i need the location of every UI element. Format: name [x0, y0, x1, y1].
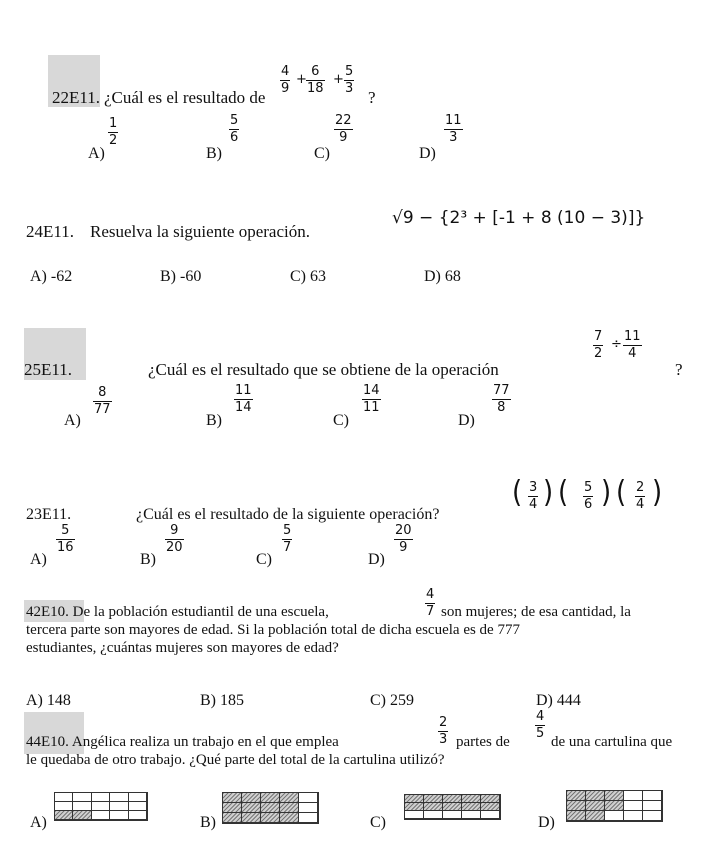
q44-line-2: le quedaba de otro trabajo. ¿Qué parte del total de la cartulina utilizó? — [26, 752, 445, 768]
q25-expr-frac-1: 7 2 — [594, 329, 603, 361]
q23-bracket-right-2: ) — [601, 475, 612, 511]
q25-divide: ÷ — [611, 337, 622, 352]
q25-expr-frac-2: 11 4 — [624, 329, 641, 361]
q25-option-a-label[interactable]: A) — [64, 412, 81, 429]
q22-option-c-label[interactable]: C) — [314, 145, 330, 162]
q42-option-b[interactable]: B) 185 — [200, 692, 244, 709]
q24-option-c[interactable]: C) 63 — [290, 268, 326, 285]
q42-line-1-end: son mujeres; de esa cantidad, la — [441, 604, 631, 620]
q22-text: ¿Cuál es el resultado de — [104, 88, 266, 107]
q42-option-a[interactable]: A) 148 — [26, 692, 71, 709]
q42-option-c[interactable]: C) 259 — [370, 692, 414, 709]
q23-bracket-left-3: ( — [616, 475, 627, 511]
q22-option-c-frac[interactable]: 22 9 — [335, 113, 352, 145]
q22-option-d-label[interactable]: D) — [419, 145, 436, 162]
q44-option-c-diagram[interactable] — [404, 794, 501, 820]
q25-text: ¿Cuál es el resultado que se obtiene de la operación — [148, 360, 499, 379]
q25-id: 25E11. — [24, 360, 73, 379]
q44-line-1-middle: partes de — [456, 734, 510, 750]
q25-option-c-frac[interactable]: 14 11 — [363, 383, 380, 415]
q42-line-2: tercera parte son mayores de edad. Si la población total de dicha escuela es de 777 — [26, 622, 520, 638]
q23-expr-frac-3: 2 4 — [636, 480, 645, 512]
q24-id: 24E11. — [26, 222, 75, 241]
q23-id: 23E11. — [26, 506, 72, 523]
q23-bracket-right-1: ) — [543, 475, 554, 511]
q23-option-d-label[interactable]: D) — [368, 551, 385, 568]
q22-option-b-label[interactable]: B) — [206, 145, 222, 162]
q42-option-d[interactable]: D) 444 — [536, 692, 581, 709]
q25-question-mark: ? — [675, 360, 683, 379]
q44-option-b-label[interactable]: B) — [200, 814, 216, 831]
q23-option-a-label[interactable]: A) — [30, 551, 47, 568]
q22-expr-frac-3: 5 3 — [345, 64, 354, 96]
q25-option-d-label[interactable]: D) — [458, 412, 475, 429]
q44-option-d-diagram[interactable] — [566, 790, 663, 822]
q25-option-b-label[interactable]: B) — [206, 412, 222, 429]
q25-option-a-frac[interactable]: 8 77 — [94, 385, 111, 417]
q44-line-1: 44E10. Angélica realiza un trabajo en el que emplea — [26, 734, 339, 750]
q24-option-b[interactable]: B) -60 — [160, 268, 202, 285]
q44-fraction-1: 2 3 — [439, 715, 448, 747]
q22-option-a-frac[interactable]: 1 2 — [109, 116, 118, 148]
q22-option-b-frac[interactable]: 5 6 — [230, 113, 239, 145]
q23-option-d-frac[interactable]: 20 9 — [395, 523, 412, 555]
q24-option-a[interactable]: A) -62 — [30, 268, 73, 285]
q44-fraction-2: 4 5 — [536, 709, 545, 741]
q23-option-b-frac[interactable]: 9 20 — [166, 523, 183, 555]
q22-expr-frac-2: 6 18 — [307, 64, 324, 96]
q22-expr-frac-1: 4 9 — [281, 64, 290, 96]
q23-option-a-frac[interactable]: 5 16 — [57, 523, 74, 555]
q23-text: ¿Cuál es el resultado de la siguiente operación? — [136, 506, 440, 523]
q42-line-1: 42E10. De la población estudiantil de una escuela, — [26, 604, 329, 620]
q44-option-c-label[interactable]: C) — [370, 814, 386, 831]
q25-option-c-label[interactable]: C) — [333, 412, 349, 429]
q23-option-b-label[interactable]: B) — [140, 551, 156, 568]
q44-option-a-label[interactable]: A) — [30, 814, 47, 831]
q22-id: 22E11. — [52, 88, 101, 107]
q24-option-d[interactable]: D) 68 — [424, 268, 461, 285]
q22-option-d-frac[interactable]: 11 3 — [445, 113, 462, 145]
q23-option-c-frac[interactable]: 5 7 — [283, 523, 292, 555]
q23-bracket-left-2: ( — [558, 475, 569, 511]
q44-line-1-end: de una cartulina que — [551, 734, 673, 750]
q22-plus-2: + — [333, 72, 344, 87]
q23-option-c-label[interactable]: C) — [256, 551, 272, 568]
q42-fraction: 4 7 — [426, 587, 435, 619]
q22-plus-1: + — [296, 72, 307, 87]
q44-option-b-diagram[interactable] — [222, 792, 319, 824]
q24-text: Resuelva la siguiente operación. — [90, 222, 310, 241]
q25-option-b-frac[interactable]: 11 14 — [235, 383, 252, 415]
q23-expr-frac-1: 3 4 — [529, 480, 538, 512]
q22-option-a-label[interactable]: A) — [88, 145, 105, 162]
q25-option-d-frac[interactable]: 77 8 — [493, 383, 510, 415]
q22-question-mark: ? — [368, 88, 376, 107]
q23-bracket-left-1: ( — [512, 475, 523, 511]
q42-line-3: estudiantes, ¿cuántas mujeres son mayores de edad? — [26, 640, 339, 656]
q23-expr-frac-2: 5 6 — [584, 480, 593, 512]
q44-option-a-diagram[interactable] — [54, 792, 148, 821]
q24-expression: √9 − {2³ + [-1 + 8 (10 − 3)]} — [392, 208, 646, 228]
q23-bracket-right-3: ) — [652, 475, 663, 511]
q44-option-d-label[interactable]: D) — [538, 814, 555, 831]
